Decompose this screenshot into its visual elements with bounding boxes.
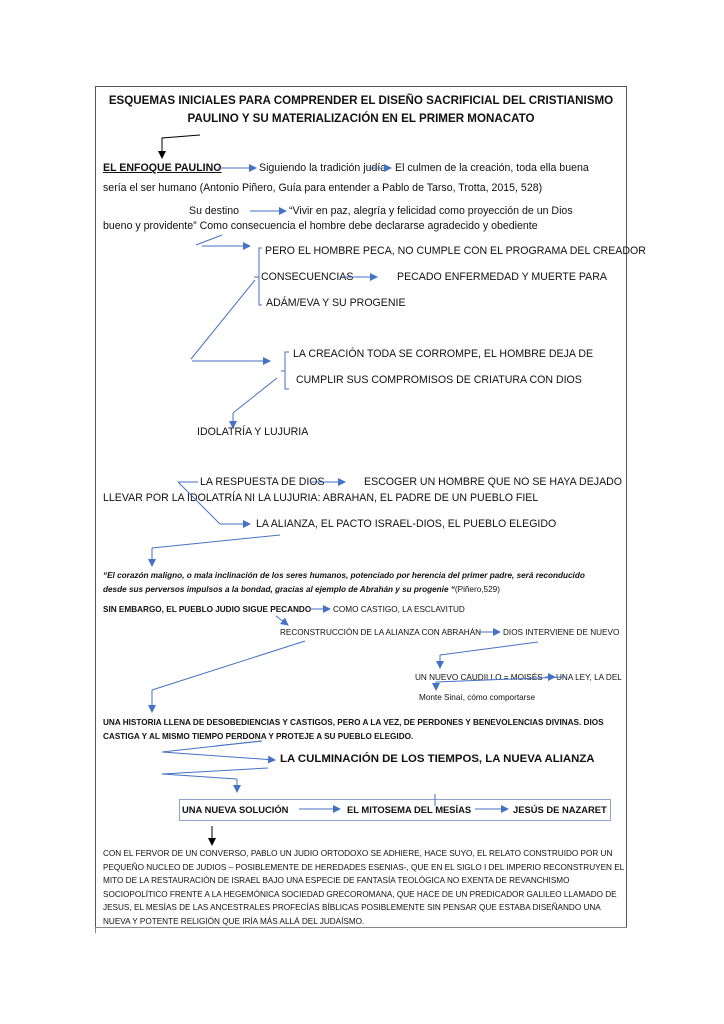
quote-line-2: [103, 583, 500, 597]
history-line-2: CASTIGA Y AL MISMO TIEMPO PERDONA Y PROTEJE A SU PUEBLO ELEGIDO.: [103, 732, 414, 741]
quote-line-1: “El corazón maligno, o mala inclinación de los seres humanos, potenciado por herencia del primer padre, será reconducido: [103, 571, 585, 580]
messiah-mythseme-text: EL MITOSEMA DEL MESÍAS: [347, 804, 472, 815]
punishment-text: COMO CASTIGO, LA ESCLAVITUD: [333, 605, 465, 614]
consequences-text: PECADO ENFERMEDAD Y MUERTE PARA: [397, 271, 607, 283]
step-tradicion-judia: Siguiendo la tradición judía: [259, 162, 387, 174]
law-text: UNA LEY, LA DEL: [556, 673, 622, 682]
destiny-line-2: bueno y providente” Como consecuencia el hombre debe declararse agradecido y obediente: [103, 220, 538, 232]
intervention-text: DIOS INTERVIENE DE NUEVO: [503, 628, 620, 637]
destiny-text: “Vivir en paz, alegría y felicidad como proyección de un Dios: [289, 205, 573, 217]
reconstruction-text: RECONSTRUCCIÓN DE LA ALIANZA CON ABRAHÁN: [280, 628, 482, 637]
section-heading-enfoque-paulino: EL ENFOQUE PAULINO: [103, 162, 222, 174]
quote-citation: (Piñero,529): [454, 585, 500, 594]
destiny-label: Su destino: [189, 205, 240, 217]
new-solution-text: UNA NUEVA SOLUCIÓN: [182, 804, 289, 815]
law-line-2: Monte Sinaí, cómo comportarse: [419, 693, 536, 702]
gods-response-line-2: LLEVAR POR LA IDOLATRÍA NI LA LUJURIA: ABRAHAN, EL PADRE DE UN PUEBLO FIEL: [103, 492, 539, 504]
title-line-2: PAULINO Y SU MATERIALIZACIÓN EN EL PRIMER MONACATO: [187, 112, 535, 125]
conclusion-paragraph: CON EL FERVOR DE UN CONVERSO, PABLO UN JUDIO ORTODOXO SE ADHIERE, HACE SUYO, EL RELATO CONSTRUIDO POR UN PEQUEÑO NUCLEO DE JUDIOS – POSIBLEMENTE DE HEREDADES ESENIAS-, QUE EN EL SIGLO I DEL IMPERIO RECONSTRUYEN EL MITO DE LA RESTAURACIÓN DE ISRAEL BAJO UNA ESPECIE DE FANTASÍA TEOLÓGICA NO EXENTA DE REVANCHISMO SOCIOPOLÍTICO FRENTE A LA HEGEMÓNICA SOCIEDAD GRECOROMANA, QUE HACE DE UN PREDICADOR GALILEO LLAMADO DE JESUS, EL MESÍAS DE LAS ANCESTRALES PROFECÍAS BÍBLICAS POSIBLEMENTE SIN PENSAR QUE ESTABA DISEÑANDO UNA NUEVA Y POTENTE RELIGIÓN QUE IRÍA MÁS ALLÁ DEL JUDAÍSMO.: [103, 849, 624, 926]
new-leader-text: UN NUEVO CAUDILLO = MOISÉS: [415, 673, 543, 682]
step-culmen-creacion: El culmen de la creación, toda ella buena: [395, 162, 589, 174]
frame-left-extension: [95, 927, 96, 933]
idolatry-text: IDOLATRÍA Y LUJURIA: [197, 426, 309, 438]
corruption-line-1: LA CREACIÓN TODA SE CORROMPE, EL HOMBRE DEJA DE: [293, 348, 594, 360]
consequences-label: CONSECUENCIAS: [261, 271, 354, 283]
title-line-1: ESQUEMAS INICIALES PARA COMPRENDER EL DISEÑO SACRIFICIAL DEL CRISTIANISMO: [108, 94, 614, 107]
citation-line: sería el ser humano (Antonio Piñero, Guía para entender a Pablo de Tarso, Trotta, 2015, 528): [103, 182, 543, 194]
quote-line-2-text: desde sus perversos impulsos a la bondad, gracias al ejemplo de Abrahán y su progenie “: [103, 585, 455, 594]
culmination-heading: LA CULMINACIÓN DE LOS TIEMPOS, LA NUEVA ALIANZA: [280, 753, 595, 765]
still-sinning-text: SIN EMBARGO, EL PUEBLO JUDIO SIGUE PECANDO: [103, 605, 312, 614]
history-line-1: UNA HISTORIA LLENA DE DESOBEDIENCIAS Y CASTIGOS, PERO A LA VEZ, DE PERDONES Y BENEVOLENCIAS DIVINAS. DIOS: [103, 718, 604, 727]
consequences-line-2: ADÁM/EVA Y SU PROGENIE: [266, 297, 406, 309]
gods-response-label: LA RESPUESTA DE DIOS: [200, 476, 325, 488]
jesus-of-nazareth-text: JESÚS DE NAZARET: [513, 804, 607, 815]
document-title: [95, 92, 627, 128]
alliance-text: LA ALIANZA, EL PACTO ISRAEL-DIOS, EL PUEBLO ELEGIDO: [256, 518, 557, 530]
sin-statement: PERO EL HOMBRE PECA, NO CUMPLE CON EL PROGRAMA DEL CREADOR: [265, 245, 646, 257]
gods-response-text: ESCOGER UN HOMBRE QUE NO SE HAYA DEJADO: [364, 476, 623, 488]
corruption-line-2: CUMPLIR SUS COMPROMISOS DE CRIATURA CON DIOS: [296, 374, 582, 386]
